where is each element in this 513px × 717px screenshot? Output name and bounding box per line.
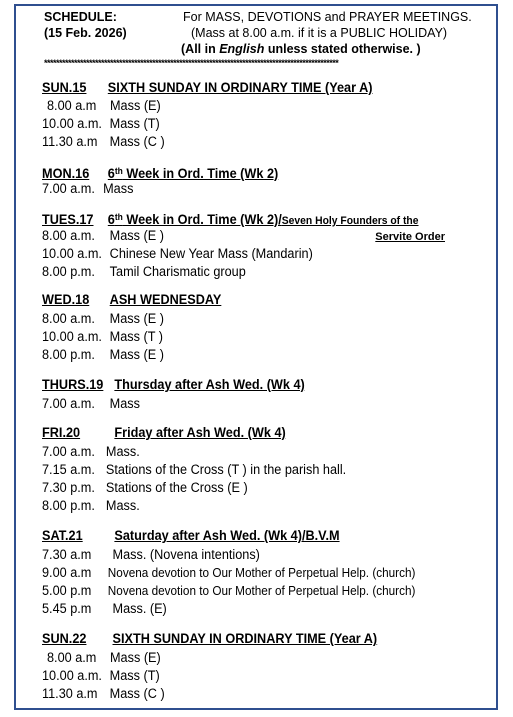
schedule-entry [42, 564, 415, 582]
entry-time: 10.00 a.m. [42, 329, 102, 344]
entry-desc: Mass [103, 181, 134, 196]
day-label: THURS.19 [42, 377, 104, 392]
day-heading [42, 291, 221, 309]
day-label: SUN.15 [42, 80, 87, 95]
schedule-entry [42, 115, 160, 133]
schedule-entry [42, 227, 164, 245]
entry-time: 7.15 a.m. [42, 462, 95, 477]
day-heading [42, 376, 305, 394]
entry-time: 7.30 a.m [42, 547, 92, 562]
day-title: Saturday after Ash Wed. (Wk 4)/B.V.M [114, 528, 340, 543]
entry-desc: Stations of the Cross (E ) [105, 480, 248, 495]
day-heading [42, 424, 286, 442]
entry-desc: Mass (E ) [109, 228, 164, 243]
entry-desc: Chinese New Year Mass (Mandarin) [109, 246, 313, 261]
language-note-post: unless stated otherwise. ) [264, 42, 421, 56]
entry-desc: Mass (T) [109, 668, 160, 683]
schedule-label: SCHEDULE: [44, 10, 117, 24]
entry-time: 8.00 a.m [47, 650, 97, 665]
schedule-entry [42, 497, 140, 515]
schedule-entry [42, 582, 415, 600]
entry-desc: Novena devotion to Our Mother of Perpetual Help. (church) [107, 566, 416, 580]
day-title [108, 166, 278, 181]
entry-time: 8.00 a.m. [42, 228, 95, 243]
day-heading [42, 79, 372, 97]
schedule-date: (15 Feb. 2026) [44, 26, 127, 40]
entry-time: 8.00 p.m. [42, 498, 95, 513]
language-note-word: English [219, 42, 265, 56]
day-label: FRI.20 [42, 425, 81, 440]
entry-desc: Mass (C ) [109, 686, 165, 701]
schedule-entry [42, 263, 246, 281]
schedule-entry [42, 479, 248, 497]
day-label: SUN.22 [42, 631, 87, 646]
entry-desc: Mass. (E) [112, 601, 167, 616]
day-label: WED.18 [42, 292, 90, 307]
entry-time: 5.45 p.m [42, 601, 92, 616]
entry-desc: Mass. [105, 498, 140, 513]
entry-time: 9.00 a.m [42, 565, 92, 580]
entry-desc: Stations of the Cross (T ) in the parish hall. [105, 462, 347, 477]
entry-desc: Mass. (Novena intentions) [112, 547, 260, 562]
schedule-entry [42, 328, 163, 346]
day-title [108, 212, 419, 227]
entry-time: 8.00 a.m. [42, 311, 95, 326]
entry-time: 7.30 p.m. [42, 480, 95, 495]
entry-time: 7.00 a.m. [42, 181, 95, 196]
schedule-entry [42, 546, 260, 564]
schedule-entry [42, 667, 160, 685]
entry-desc: Tamil Charismatic group [109, 264, 246, 279]
language-note [181, 41, 421, 57]
day-title-num: 6 [107, 166, 115, 181]
day-label: SAT.21 [42, 528, 83, 543]
schedule-entry [42, 245, 313, 263]
entry-desc: Mass (E ) [109, 311, 164, 326]
day-title-continuation: Servite Order [375, 231, 445, 243]
entry-time: 10.00 a.m. [42, 116, 102, 131]
holiday-note: (Mass at 8.00 a.m. if it is a PUBLIC HOLIDAY) [191, 26, 448, 40]
entry-desc: Mass (E) [109, 98, 161, 113]
day-label: MON.16 [42, 166, 90, 181]
entry-time: 8.00 p.m. [42, 264, 95, 279]
schedule-entry [42, 310, 164, 328]
day-title-rest: Week in Ord. Time (Wk 2) [122, 166, 279, 181]
day-title-sup: th [114, 166, 123, 176]
day-heading [42, 527, 340, 545]
entry-desc: Mass (E ) [109, 347, 164, 362]
day-title: ASH WEDNESDAY [109, 292, 222, 307]
entry-desc: Mass (T ) [109, 329, 164, 344]
entry-desc: Mass (C ) [109, 134, 165, 149]
schedule-entry [42, 685, 165, 703]
day-title: Friday after Ash Wed. (Wk 4) [114, 425, 286, 440]
schedule-for-text: For MASS, DEVOTIONS and PRAYER MEETINGS. [183, 10, 472, 24]
entry-desc: Novena devotion to Our Mother of Perpetual Help. (church) [107, 584, 416, 598]
schedule-entry [42, 180, 133, 198]
entry-time: 7.00 a.m. [42, 444, 95, 459]
schedule-entry [42, 443, 140, 461]
entry-time: 7.00 a.m. [42, 396, 95, 411]
entry-time: 11.30 a.m [42, 134, 98, 149]
schedule-entry [42, 395, 140, 413]
schedule-entry [42, 133, 165, 151]
entry-time: 5.00 p.m [42, 583, 92, 598]
day-title-sup: th [114, 212, 123, 222]
entry-time: 8.00 a.m [47, 98, 97, 113]
entry-time: 10.00 a.m. [42, 246, 102, 261]
day-heading [42, 630, 377, 648]
day-title-num: 6 [107, 212, 115, 227]
schedule-entry [47, 649, 161, 667]
entry-time: 11.30 a.m [42, 686, 98, 701]
schedule-entry [47, 97, 161, 115]
asterisk-divider: ************************************************************************************************** [44, 58, 339, 68]
entry-desc: Mass. [105, 444, 140, 459]
day-label: TUES.17 [42, 212, 94, 227]
entry-time: 10.00 a.m. [42, 668, 102, 683]
day-title-feast: Seven Holy Founders of the [281, 215, 419, 227]
day-title: SIXTH SUNDAY IN ORDINARY TIME (Year A) [112, 631, 378, 646]
day-title-rest: Week in Ord. Time (Wk 2)/ [122, 212, 282, 227]
schedule-entry [42, 600, 167, 618]
language-note-pre: (All in [181, 42, 220, 56]
day-title: SIXTH SUNDAY IN ORDINARY TIME (Year A) [107, 80, 373, 95]
entry-desc: Mass [109, 396, 141, 411]
day-title: Thursday after Ash Wed. (Wk 4) [114, 377, 305, 392]
entry-desc: Mass (E) [109, 650, 161, 665]
entry-time: 8.00 p.m. [42, 347, 95, 362]
schedule-entry [42, 346, 164, 364]
schedule-entry [42, 461, 346, 479]
entry-desc: Mass (T) [109, 116, 160, 131]
